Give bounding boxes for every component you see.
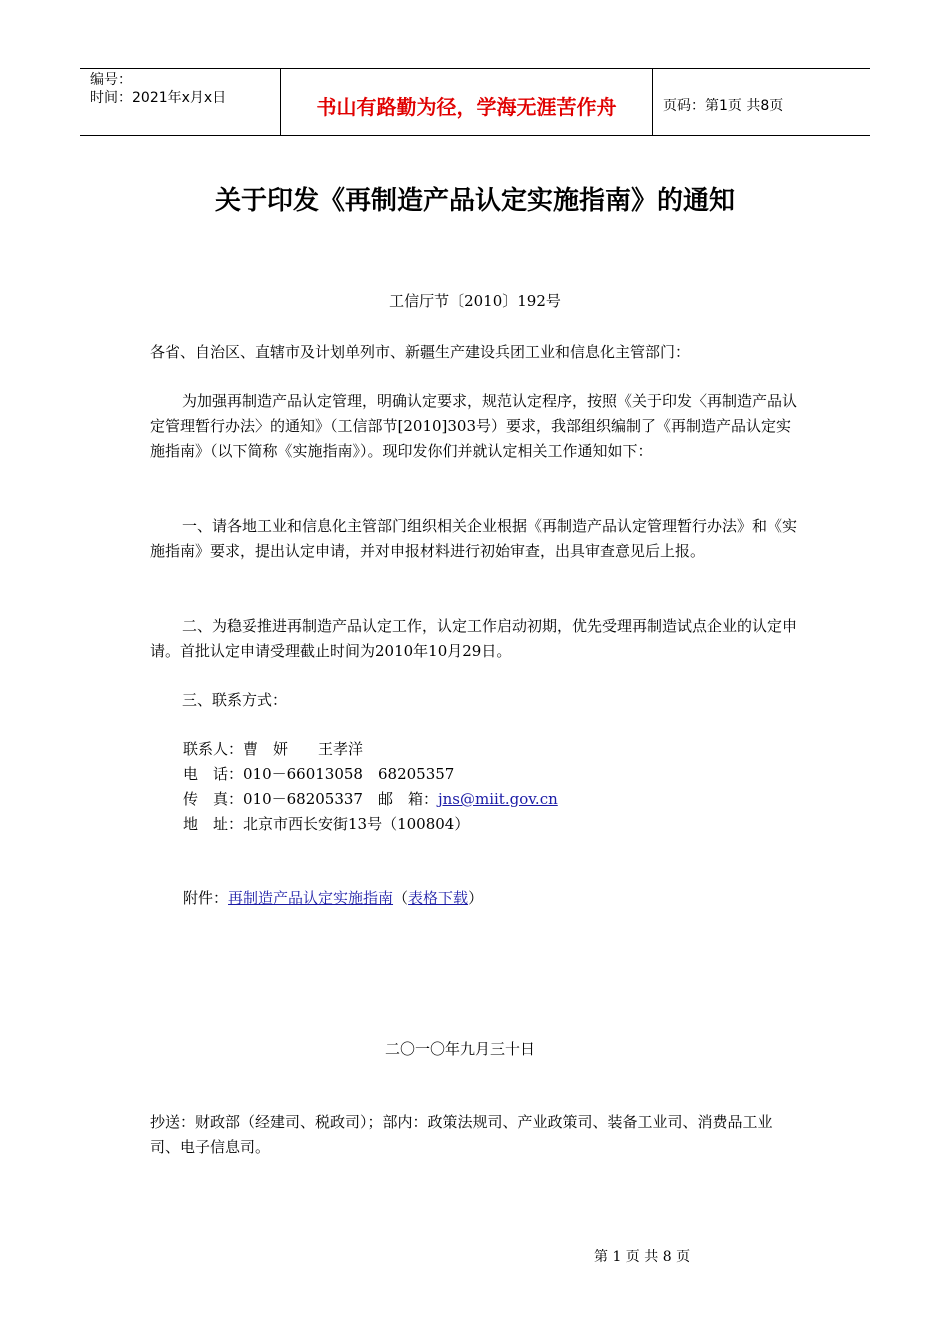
email-link[interactable]: jns@miit.gov.cn <box>437 790 558 808</box>
contact-person: 联系人：曹 妍 王孝洋 <box>183 740 364 758</box>
header-page-cell <box>653 69 870 135</box>
attachment-paren-close: ） <box>468 889 484 907</box>
motto-text: 书山有路勤为径，学海无涯苦作舟 <box>316 94 617 119</box>
footer-page-number: 第 1 页 共 8 页 <box>594 1249 691 1265</box>
contact-fax-email <box>183 787 558 812</box>
paragraph-item-2: 二、为稳妥推进再制造产品认定工作，认定工作启动初期，优先受理再制造试点企业的认定申请。首批认定申请受理截止时间为2010年10月29日。 <box>150 617 798 660</box>
salutation: 各省、自治区、直辖市及计划单列市、新疆生产建设兵团工业和信息化主管部门： <box>150 343 691 361</box>
header-table <box>80 68 870 136</box>
attachment-paren-open: （ <box>393 889 409 907</box>
time-label: 时间：2021年x月x日 <box>90 90 227 106</box>
table-download-link[interactable]: 表格下载 <box>408 889 469 907</box>
paragraph-item-3: 三、联系方式： <box>182 691 288 709</box>
paragraph-intro: 为加强再制造产品认定管理，明确认定要求，规范认定程序，按照《关于印发〈再制造产品认定管理暂行办法〉的通知》（工信部节[2010]303号）要求，我部组织编制了《再制造产品认定实施指南》（以下简称《实施指南》）。现印发你们并就认定相关工作通知如下： <box>150 392 798 460</box>
attachment-label: 附件： <box>183 889 229 907</box>
header-left-cell <box>80 69 280 135</box>
cc-list: 抄送：财政部（经建司、税政司）；部内：政策法规司、产业政策司、装备工业司、消费品工业司、电子信息司。 <box>150 1113 773 1156</box>
page-info: 页码：第1页 共8页 <box>663 98 784 114</box>
paragraph-item-1: 一、请各地工业和信息化主管部门组织相关企业根据《再制造产品认定管理暂行办法》和《实施指南》要求，提出认定申请，并对申报材料进行初始审查，出具审查意见后上报。 <box>150 517 798 560</box>
contact-fax: 传 真：010－68205337 邮 箱： <box>183 790 438 808</box>
contact-phone: 电 话：010－66013058 68205357 <box>183 765 455 783</box>
document-title: 关于印发《再制造产品认定实施指南》的通知 <box>214 186 735 216</box>
attachment-line <box>183 886 483 911</box>
header-motto-cell <box>280 69 653 135</box>
document-date: 二〇一〇年九月三十日 <box>384 1040 535 1058</box>
contact-block <box>183 737 558 837</box>
document-number: 工信厅节〔2010〕192号 <box>389 292 561 310</box>
contact-address: 地 址：北京市西长安街13号（100804） <box>183 815 470 833</box>
attachment-guide-link[interactable]: 再制造产品认定实施指南 <box>228 889 394 907</box>
number-label: 编号： <box>90 72 132 88</box>
